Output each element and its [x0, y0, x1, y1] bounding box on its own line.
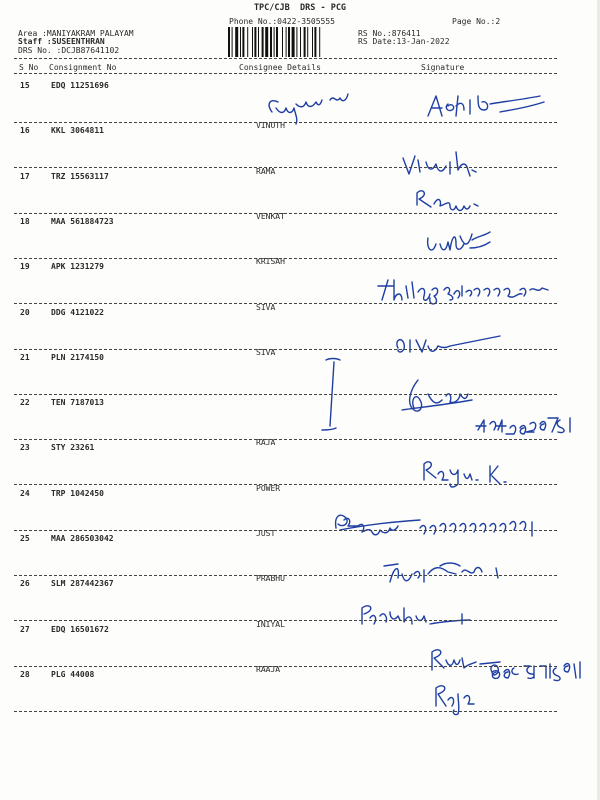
row-consignee: SIVA — [256, 348, 276, 357]
row-sno: 18 — [20, 217, 30, 226]
rs-number: RS No.:876411 — [358, 29, 421, 38]
row-divider — [14, 620, 557, 621]
handwriting-row17 — [417, 191, 478, 211]
row-consignment: EDQ 16501672 — [51, 625, 109, 634]
staff-name: SUSEENTHRAN — [51, 37, 105, 46]
row-consignee: RAMA — [256, 167, 276, 176]
row-divider — [14, 666, 557, 667]
drs-number: DRS No. :DCJB87641102 — [18, 46, 120, 55]
row-divider — [14, 303, 557, 304]
row-sno: 15 — [20, 81, 30, 90]
row-consignment: TRZ 15563117 — [51, 172, 109, 181]
row-consignment: TEN 7187013 — [51, 398, 104, 407]
row-consignee: INIYAL — [256, 620, 285, 629]
row-consignment: TRP 1042450 — [51, 489, 104, 498]
area-label: Area :MANIYAKRAM PALAYAM — [18, 29, 134, 38]
row-consignment: SLM 287442367 — [51, 579, 114, 588]
row-divider — [14, 711, 557, 712]
staff-label: Staff : — [18, 37, 52, 46]
row-divider — [14, 213, 557, 214]
row-consignee: PRABHU — [256, 574, 285, 583]
handwriting-row22-phone — [476, 418, 570, 434]
handwriting-row15-name — [269, 94, 348, 124]
row-sno: 19 — [20, 262, 30, 271]
row-sno: 21 — [20, 353, 30, 362]
handwriting-row15-signature — [428, 96, 544, 116]
row-consignee: KRISAH — [256, 257, 285, 266]
column-header-sno: S No — [19, 63, 39, 72]
rs-date: RS Date:13-Jan-2022 — [358, 37, 450, 46]
row-consignee: SIVA — [256, 303, 276, 312]
row-consignment: MAA 286503042 — [51, 534, 114, 543]
row-sno: 17 — [20, 172, 30, 181]
handwriting-row18 — [428, 232, 490, 250]
row-consignment: DDG 4121022 — [51, 308, 104, 317]
row-divider — [14, 394, 557, 395]
row-sno: 16 — [20, 126, 30, 135]
row-consignment: PLG 44008 — [51, 670, 95, 679]
handwriting-row25 — [384, 563, 498, 582]
sheet-title: TPC/CJB DRS - PCG — [253, 3, 347, 13]
row-sno: 23 — [20, 443, 30, 452]
column-header-consignment: Consignment No — [49, 63, 117, 72]
row-divider — [14, 575, 557, 576]
row-sno: 26 — [20, 579, 30, 588]
column-header-signature: Signature — [421, 63, 465, 72]
handwriting-row19 — [378, 280, 548, 304]
row-consignment: APK 1231279 — [51, 262, 104, 271]
row-sno: 25 — [20, 534, 30, 543]
handwriting-row22-sign — [402, 380, 472, 411]
row-consignee: RAAJA — [256, 665, 281, 674]
row-consignee: JUST — [256, 529, 276, 538]
row-consignee: RAJA — [256, 438, 276, 447]
row-consignee: VENKAT — [256, 212, 285, 221]
row-consignment: PLN 2174150 — [51, 353, 104, 362]
row-consignment: MAA 561884723 — [51, 217, 114, 226]
row-consignee: VINOTH — [256, 121, 285, 130]
column-header-details: Consignee Details — [239, 63, 321, 72]
handwriting-row24 — [336, 515, 532, 536]
row-consignment: KKL 3064811 — [51, 126, 104, 135]
handwriting-row26 — [362, 606, 470, 624]
row-sno: 28 — [20, 670, 30, 679]
row-sno: 20 — [20, 308, 30, 317]
page-number: Page No.:2 — [452, 17, 501, 26]
row-consignment: STY 23261 — [51, 443, 95, 452]
row-sno: 24 — [20, 489, 30, 498]
row-divider — [14, 439, 557, 440]
handwriting-row27-phone — [491, 662, 580, 681]
row-consignment: EDQ 11251696 — [51, 81, 109, 90]
row-divider — [14, 122, 557, 123]
row-divider — [14, 530, 557, 531]
row-divider — [14, 349, 557, 350]
row-sno: 27 — [20, 625, 30, 634]
row-divider — [14, 258, 557, 259]
row-divider — [14, 484, 557, 485]
phone-number: Phone No.:0422-3505555 — [229, 17, 335, 26]
row-consignee: POWER — [256, 484, 281, 493]
handwriting-row16 — [403, 152, 476, 176]
row-sno: 22 — [20, 398, 30, 407]
row-divider — [14, 167, 557, 168]
